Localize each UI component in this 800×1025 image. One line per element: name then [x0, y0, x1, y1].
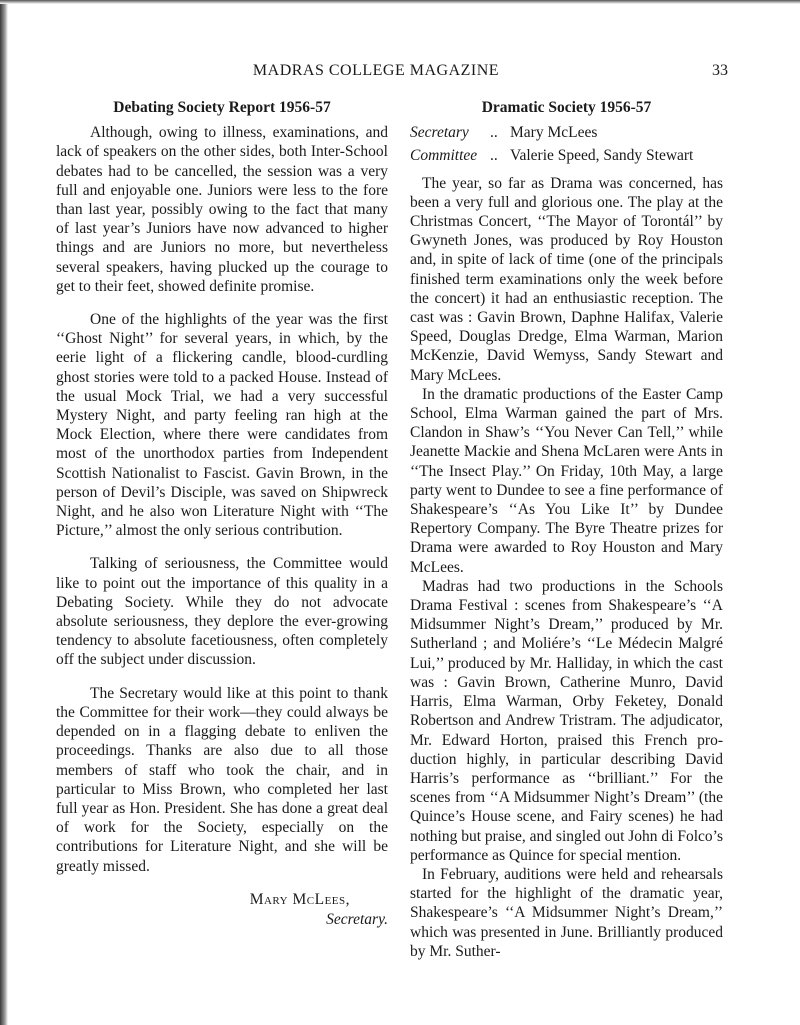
magazine-title: MADRAS COLLEGE MAGAZINE: [252, 62, 500, 79]
scan-shadow-left: [0, 0, 8, 1025]
page-header: [24, 62, 728, 86]
officers-list: [410, 123, 723, 165]
dramatic-paragraph: In February, auditions were held and rehearsals started for the highlight of the dramatic year, Shakespeare’s ‘‘A Midsummer Night’s Dream,’’ which was presented in June. Brilliantly produced by Mr. Suther-: [410, 865, 723, 960]
dramatic-paragraph: The year, so far as Drama was concerned, has been a very full and glorious one. The play at the Christmas Concert, ‘‘The Mayor of Torontál’’ by Gwyneth Jones, was produced by Roy Houston and, in spite of lack of time (one of the principals finished term examinations only the week before the concert) it had an enthusiastic reception. The cast was : Gavin Brown, Daphne Halifax, Valerie Speed, Douglas Dredge, Elma Warman, Marion McKenzie, David Wemyss, Sandy Stewart and Mary McLees.: [410, 174, 723, 384]
officer-row-committee: [410, 146, 723, 165]
page-number: 33: [712, 62, 728, 79]
signature-block: [56, 890, 388, 930]
debating-heading: Debating Society Report 1956-57: [113, 99, 331, 116]
debating-paragraph: Talking of seriousness, the Committee would like to point out the importance of this quality in a Debating Society. While they do not advocate absolute seriousness, they deplore the ever-growing tendency to absolute facetiousness, often completely off the subject under discussion.: [56, 555, 388, 669]
debating-paragraph: Although, owing to illness, examinations, and lack of speakers on the other sides, both Inter-School debates had to be cancelled, the session was a very full and enjoyable one. Juniors were less to the fore than last year, possibly owing to the fact that many of last year’s Juniors have now advanced to higher things and are Juniors no more, but nevertheless several speakers, having plucked up the courage to get to their feet, showed definite promise.: [56, 124, 388, 295]
debating-paragraph: One of the highlights of the year was the first ‘‘Ghost Night’’ for several years, in which, by the eerie light of a flickering candle, blood-curdling ghost stories were told to a packed House. Instead of the usual Mock Trial, we had a very successful Mystery Night, and party feeling ran high at the Mock Election, where there were candidates from most of the unorthodox parties from Independent Scottish Nationalist to Fascist. Gavin Brown, in the person of Devil’s Disciple, was saved on Shipwreck Night, and he also won Literature Night with ‘‘The Picture,’’ almost the only serious contribution.: [56, 311, 388, 540]
officer-role: Secretary: [410, 124, 469, 142]
officer-name: Valerie Speed, Sandy Stewart: [510, 147, 694, 165]
officer-role: Committee: [410, 147, 478, 165]
officer-leader-dots: ..: [490, 124, 498, 142]
signature-name: Mary McLees,: [249, 890, 350, 908]
debating-society-column: [56, 98, 388, 930]
signature-title: Secretary.: [326, 910, 388, 928]
officer-name: Mary McLees: [510, 124, 598, 142]
dramatic-heading: Dramatic Society 1956-57: [481, 99, 652, 116]
officer-leader-dots: ..: [490, 147, 498, 165]
dramatic-paragraph: In the dramatic productions of the Easter Camp School, Elma Warman gained the part of Mrs. Clandon in Shaw’s ‘‘You Never Can Tell,’’ while Jeanette Mackie and Shena McLaren were Ants in ‘‘The Insect Play.’’ On Friday, 10th May, a large party went to Dundee to see a fine performance of Shakespeare’s ‘‘As You Like It’’ by Dundee Repertory Company. The Byre Theatre prizes for Drama were awarded to Roy Houston and Mary McLees.: [410, 385, 723, 576]
dramatic-society-column: [410, 98, 723, 961]
debating-paragraph: The Secretary would like at this point to thank the Committee for their work—they could always be depended on in a flagging debate to enliven the proceedings. Thanks are also due to all those members of staff who took the chair, and in particular to Miss Brown, who completed her last full year as Hon. President. She has done a great deal of work for the Society, especially on the contributions for Literature Night, and she will be greatly missed.: [56, 684, 388, 875]
scan-shadow-top: [0, 0, 800, 4]
dramatic-paragraph: Madras had two productions in the Schools Drama Festival : scenes from Shakespeare’s ‘‘A Midsummer Night’s Dream,’’ produced by Mr. Sutherland ; and Moliére’s ‘‘Le Médecin Malgré Lui,’’ produced by Mr. Halliday, in which the cast was : Gavin Brown, Catherine Munro, David Harris, Elma Warman, Orby Feketey, Donald Robertson and Andrew Tristram. The adjudicator, Mr. Edward Horton, praised this French production highly, in particular describing David Harris’s performance as ‘‘brilliant.’’ For the scenes from ‘‘A Midsummer Night’s Dream’’ (the Quince’s House scene, and Fairy scenes) he had nothing but praise, and singled out John di Folco’s performance as Quince for special mention.: [410, 577, 723, 864]
officer-row-secretary: [410, 123, 723, 142]
